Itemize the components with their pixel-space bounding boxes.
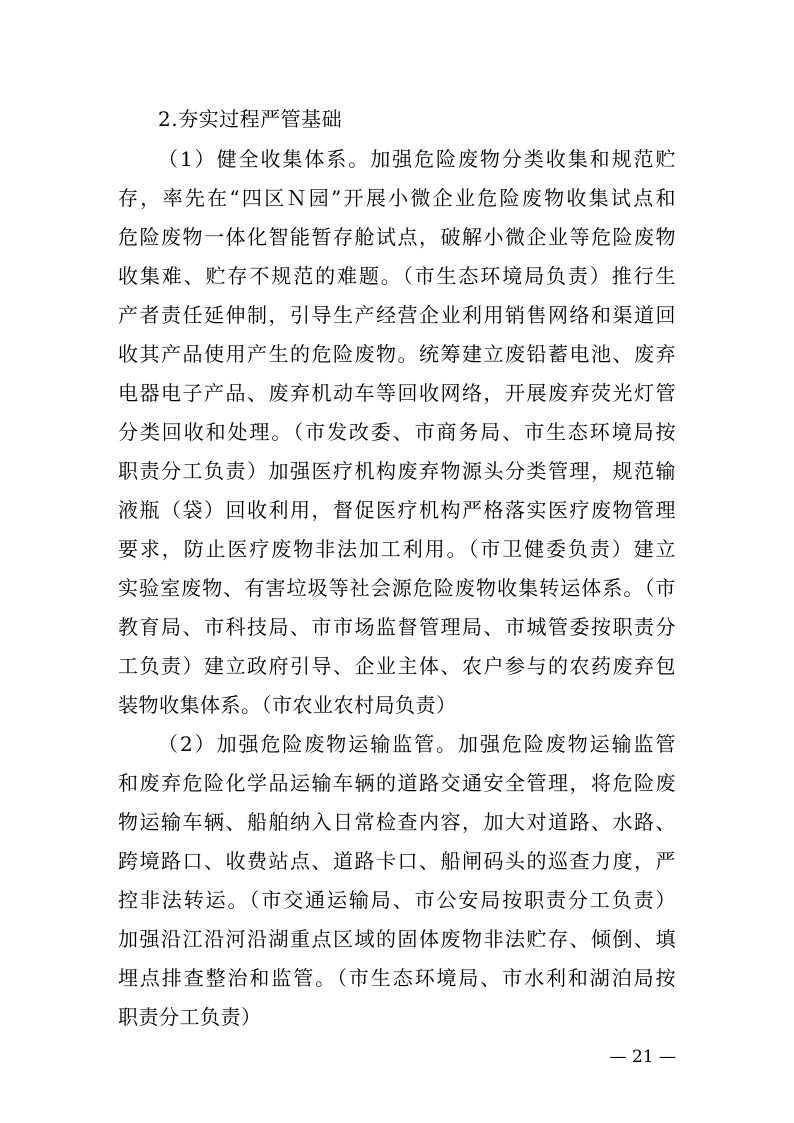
paragraph-line: 危险废物一体化智能暂存舱试点，破解小微企业等危险废物 [118,225,676,249]
paragraph-line: 工负责）建立政府引导、企业主体、农户参与的农药废弃包 [118,654,676,678]
paragraph-line: 加强沿江沿河沿湖重点区域的固体废物非法贮存、倾倒、填 [118,927,676,951]
paragraph-line: 职责分工负责）加强医疗机构废弃物源头分类管理，规范输 [118,459,676,483]
section-heading: 2.夯实过程严管基础 [158,107,343,131]
paragraph-line: 收其产品使用产生的危险废物。统筹建立废铅蓄电池、废弃 [118,342,676,366]
paragraph-line: 控非法转运。（市交通运输局、市公安局按职责分工负责） [118,888,676,912]
paragraph-line: 液瓶（袋）回收利用，督促医疗机构严格落实医疗废物管理 [118,498,676,522]
page-number: — 21 — [609,1047,676,1067]
paragraph-line: 要求，防止医疗废物非法加工利用。（市卫健委负责）建立 [118,537,676,561]
paragraph-line: 教育局、市科技局、市市场监督管理局、市城管委按职责分 [118,615,676,639]
paragraph-line: （2）加强危险废物运输监管。加强危险废物运输监管 [158,732,676,756]
paragraph-line: 实验室废物、有害垃圾等社会源危险废物收集转运体系。（市 [118,576,676,600]
paragraph-line: 跨境路口、收费站点、道路卡口、船闸码头的巡查力度，严 [118,849,676,873]
paragraph-line: 装物收集体系。（市农业农村局负责） [118,693,457,717]
paragraph-line: 分类回收和处理。（市发改委、市商务局、市生态环境局按 [118,420,676,444]
paragraph-line: 产者责任延伸制，引导生产经营企业利用销售网络和渠道回 [118,303,676,327]
paragraph-line: 存，率先在“四区Ｎ园”开展小微企业危险废物收集试点和 [118,186,676,210]
paragraph-line: 和废弃危险化学品运输车辆的道路交通安全管理，将危险废 [118,771,676,795]
paragraph-line: 职责分工负责） [118,1005,262,1029]
paragraph-line: 收集难、贮存不规范的难题。（市生态环境局负责）推行生 [118,264,676,288]
paragraph-line: （1）健全收集体系。加强危险废物分类收集和规范贮 [158,147,676,171]
paragraph-line: 电器电子产品、废弃机动车等回收网络，开展废弃荧光灯管 [118,381,676,405]
paragraph-line: 物运输车辆、船舶纳入日常检查内容，加大对道路、水路、 [118,810,676,834]
paragraph-line: 埋点排查整治和监管。（市生态环境局、市水利和湖泊局按 [118,966,676,990]
